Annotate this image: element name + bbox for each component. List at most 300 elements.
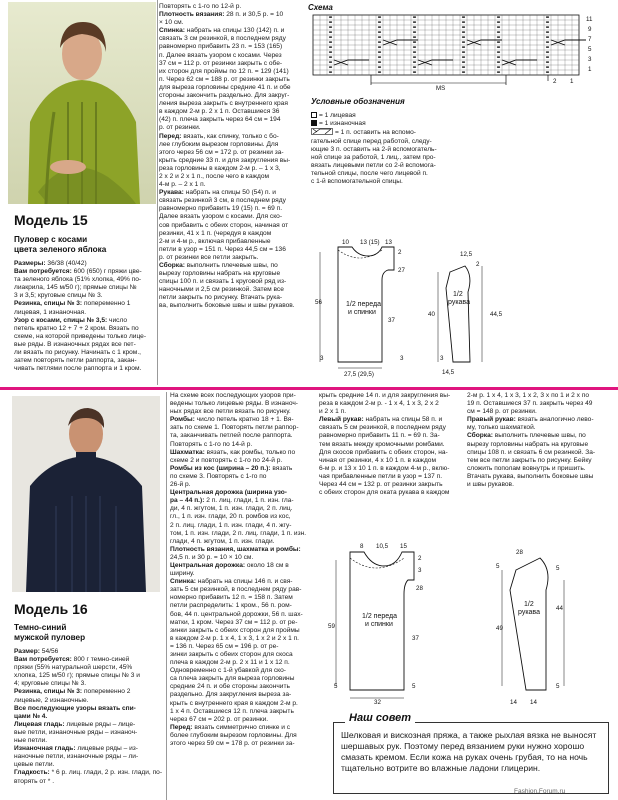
text-line-heading: цами № 4. — [14, 712, 48, 720]
text-line-body: тем вязать между кромочными ромбами. — [319, 440, 445, 448]
text-line-body: лицевые ряды – из- — [75, 745, 139, 753]
row-number: 1 — [588, 66, 592, 73]
text-line — [159, 238, 299, 246]
text-line-body: * 6 р. лиц. глади, 2 р. изн. глади, по- — [49, 769, 163, 777]
text-line-body: 800 г темно-синей — [71, 656, 130, 664]
text-line — [170, 497, 316, 505]
purl-mark — [329, 17, 332, 18]
model16-photo — [12, 396, 160, 592]
text-line — [14, 745, 164, 753]
text-line-body: этого через 59 см = 178 р. от резинки за- — [170, 740, 295, 748]
text-line — [14, 721, 164, 729]
text-line-heading: Изнаночная гладь: — [14, 745, 76, 753]
text-line-body: спицы 100 п. и связать 1 круговой ряд из- — [159, 278, 287, 286]
purl-mark — [546, 72, 549, 73]
text-line-body: ных рядах все петли вязать по рисунку. — [170, 408, 291, 416]
text-line — [170, 570, 316, 578]
text-line-heading: Лицевая гладь: — [14, 720, 65, 728]
purl-mark — [329, 72, 332, 73]
purl-stitch-icon — [311, 120, 317, 126]
purl-mark — [413, 37, 416, 38]
text-line — [319, 441, 465, 449]
text-line — [159, 286, 299, 294]
purl-mark — [546, 67, 549, 68]
text-line — [170, 538, 316, 546]
dim-label: 37 — [388, 317, 395, 324]
legend-line — [311, 112, 471, 120]
text-line — [14, 672, 164, 680]
text-line — [170, 473, 316, 481]
text-line-body: Для скосов прибавить с обеих сторон, на- — [319, 448, 448, 456]
purl-mark — [462, 62, 465, 63]
text-line-body: 1 х 4 п. Оставшиеся 12 п. плеча закрыть — [170, 707, 294, 715]
text-line — [170, 611, 316, 619]
text-line-body: гл., 1 п. изн. глади, 20 п. ромбов из кос, — [170, 513, 291, 521]
text-line — [467, 432, 613, 440]
text-line-body: матки, 1 кром. Через 37 см = 112 р. от ре- — [170, 618, 298, 626]
text-line — [14, 664, 164, 672]
text-line-body: вязать — [270, 464, 293, 472]
purl-mark — [329, 47, 332, 48]
text-line — [319, 449, 465, 457]
text-line — [159, 222, 299, 230]
purl-mark — [497, 52, 500, 53]
text-line-body: средние 24 п. и обе стороны закончить — [170, 683, 290, 691]
legend — [311, 112, 471, 186]
dim-label: 28 — [416, 585, 423, 592]
text-line-body: 4-м р. – 2 х 1 п. — [159, 181, 206, 189]
text-line-heading: Размеры: — [14, 260, 46, 267]
row-number: 11 — [586, 16, 593, 23]
text-line-body: 37 см = 112 р. от резинки закрыть с обе- — [159, 59, 283, 67]
text-line-body: крыть с внутреннего края в каждом 2-м р. — [170, 699, 298, 707]
text-line-body: по схеме 3. Повторять с 1-го по — [170, 472, 267, 480]
legend-line — [311, 178, 471, 186]
watermark: Fashion.Forum.ru — [514, 788, 566, 795]
purl-mark — [329, 52, 332, 53]
text-line-body: лее глубоким вырезом горловины. Для — [159, 140, 279, 148]
text-line — [159, 213, 299, 221]
purl-mark — [413, 42, 416, 43]
text-line-body: этого через 56 см = 172 р. от резинки за- — [159, 148, 284, 156]
text-line-body: 26-й р. — [170, 481, 191, 489]
text-line-body: ва, выполнить боковые швы и швы рукавов. — [159, 302, 295, 310]
text-line-body: число — [107, 316, 128, 324]
purl-mark — [413, 57, 416, 58]
text-line-body: реза в каждом 2-м р. - 1 х 4, 1 х 3, 2 х 2 — [319, 400, 439, 408]
text-line-body: петли в узор = 151 п. Через 44,5 см = 136 — [159, 245, 286, 253]
text-line-body: лицевые ряды – лице- — [64, 720, 136, 728]
text-line — [170, 441, 316, 449]
dim-label: 2 — [418, 555, 422, 562]
purl-mark — [378, 62, 381, 63]
knit-stitch-icon — [311, 112, 317, 118]
text-line — [319, 481, 465, 489]
purl-mark — [497, 27, 500, 28]
purl-mark — [462, 37, 465, 38]
purl-mark — [497, 57, 500, 58]
legend-title: Условные обозначения — [311, 97, 405, 106]
model16-assembly-text — [467, 392, 613, 489]
legend-line — [311, 146, 471, 154]
text-line — [159, 173, 299, 181]
purl-mark — [462, 47, 465, 48]
model16-title: Модель 16 — [14, 601, 88, 617]
dim-label: 3 — [400, 355, 404, 362]
front-back-label-line1: 1/2 переда — [346, 301, 381, 308]
dim-label: 59 — [328, 623, 335, 630]
text-line-body: вырезу горловины набрать на круговые — [159, 270, 281, 278]
text-line-body: = 136 п. Через 65 см = 196 р. от ре- — [170, 642, 279, 650]
text-line — [170, 594, 316, 602]
text-line — [319, 465, 465, 473]
text-line-body: через 67 см = 202 р. от резинки. — [170, 715, 269, 723]
text-line — [14, 276, 156, 284]
text-line — [319, 457, 465, 465]
text-line — [170, 457, 316, 465]
text-line — [14, 300, 156, 308]
dim-label: 40 — [428, 311, 435, 318]
dim-label: 2 — [398, 249, 402, 256]
text-line-body: вторять от * . — [14, 777, 55, 785]
text-line-body: наночные петли, изнаночные ряды – ли- — [14, 753, 139, 761]
sleeve-label-line2: рукава — [448, 299, 470, 306]
purl-mark — [546, 27, 549, 28]
purl-mark — [329, 22, 332, 23]
model16-sleeves-text — [319, 392, 465, 497]
text-line — [170, 619, 316, 627]
col-number: 2 — [553, 78, 557, 85]
text-line — [14, 325, 156, 333]
text-line-body: Повторять с 1-го по 12-й р. — [159, 3, 242, 10]
text-line — [14, 333, 156, 341]
front-back-label-line1: 1/2 переда — [362, 613, 397, 620]
purl-mark — [462, 72, 465, 73]
text-line-heading: Спинка: — [170, 578, 196, 586]
purl-mark — [378, 72, 381, 73]
model16-subtitle-1: Темно-синий — [14, 623, 67, 632]
text-line-heading: Гладкость: — [14, 769, 50, 777]
dim-label: 2 — [476, 261, 480, 268]
purl-mark — [497, 67, 500, 68]
text-line-body: вязать симметрично спинке и с — [192, 723, 291, 731]
purl-mark — [378, 17, 381, 18]
text-line-body: 600 (650) г пряжи цве- — [71, 268, 142, 276]
purl-mark — [546, 47, 549, 48]
text-line — [170, 546, 316, 554]
text-line-body: число петель кратно 18 + 1. Вя- — [194, 416, 294, 424]
purl-mark — [546, 42, 549, 43]
model16-pattern-diagram — [320, 510, 610, 710]
text-line-heading: Перед: — [170, 723, 193, 731]
dim-label: 56 — [315, 299, 322, 306]
text-line — [159, 157, 299, 165]
dim-label: 44,5 — [490, 311, 503, 318]
model15-materials-text — [14, 260, 156, 373]
text-line-body: му, только шахматкой. — [467, 424, 536, 432]
model16-instructions-text — [170, 392, 316, 748]
text-line — [159, 165, 299, 173]
text-line-body: связать 5 см резинкой, в последнем ряду — [319, 424, 446, 432]
text-line-body: Далее вязать узором с косами. Для ско- — [159, 213, 283, 221]
dim-label: 27 — [398, 267, 405, 274]
dim-label: 14 — [510, 699, 517, 706]
text-line-body: сов прибавить с обеих сторон, начиная от — [159, 221, 289, 229]
text-line-heading: Резинка, спицы № 3: — [14, 300, 83, 308]
text-line-body: цевые петли. — [14, 761, 55, 769]
text-line-body: около 18 см в — [245, 561, 289, 569]
text-line — [170, 530, 316, 538]
text-line — [467, 400, 613, 408]
text-line — [170, 732, 316, 740]
text-line-body: п. Далее вязать узором с косами. Через — [159, 51, 282, 59]
purl-mark — [462, 57, 465, 58]
text-line — [170, 489, 316, 497]
purl-mark — [462, 67, 465, 68]
purl-mark — [546, 32, 549, 33]
text-line-heading: Ромбы из кос (ширина – 20 п.): — [170, 464, 271, 472]
text-line-heading: Спинка: — [159, 27, 185, 35]
purl-mark — [378, 67, 381, 68]
text-line-body: са плеча закрыть для выреза горловины — [170, 675, 295, 683]
text-line-body: попеременно 1 — [82, 300, 131, 308]
purl-mark — [329, 57, 332, 58]
text-line-heading: Правый рукав: — [467, 416, 516, 424]
text-line — [170, 513, 316, 521]
purl-mark — [546, 22, 549, 23]
text-line-heading: Ромбы: — [170, 416, 195, 424]
text-line-body: для выреза горловины средние 41 п. и обе — [159, 83, 291, 91]
dim-label: 3 — [418, 567, 422, 574]
purl-mark — [329, 67, 332, 68]
text-line — [159, 52, 299, 60]
col-number: 1 — [570, 78, 574, 85]
legend-text: с 1-й вспомогательной спицы. — [311, 178, 403, 185]
text-line — [159, 92, 299, 100]
dim-label: 12,5 — [460, 251, 473, 258]
text-line-heading: Размер: — [14, 648, 40, 655]
text-line-body: чиная от резинки, 4 х 10 1 п. в каждом — [319, 456, 436, 464]
chart-title: Схема — [308, 3, 333, 12]
text-line-body: наночными и 2,5 см резинкой. Затем все — [159, 286, 284, 294]
text-line — [14, 357, 156, 365]
text-line — [170, 554, 316, 562]
text-line — [14, 284, 156, 292]
text-line-body: равномерно прибавить 23 п. = 153 (165) — [159, 43, 283, 51]
text-line-body: пряжи (55% натуральной шерсти, 45% — [14, 664, 133, 672]
text-line-body: петли распределить: 1 кром., 56 п. ром- — [170, 602, 292, 610]
dim-label: 15 — [400, 543, 407, 550]
text-line-body: р. от резинки. — [159, 124, 201, 132]
row-number: 3 — [588, 56, 592, 63]
text-line-body: их сторон для проймы по 12 п. = 129 (141) — [159, 67, 289, 75]
purl-mark — [413, 67, 416, 68]
text-line — [159, 262, 299, 270]
text-line-body: 36/38 (40/42) — [45, 260, 87, 267]
text-line — [170, 635, 316, 643]
text-line — [159, 43, 299, 51]
text-line — [170, 602, 316, 610]
section-divider — [0, 387, 618, 390]
text-line-body: 6-м р. и 13 х 10 1 п. в каждом 4-м р., вклю- — [319, 464, 450, 472]
purl-mark — [462, 52, 465, 53]
purl-mark — [497, 42, 500, 43]
text-line-heading: Плотность вязания, шахматка и ромбы: — [170, 545, 301, 553]
text-line — [14, 680, 164, 688]
text-line-body: том, 1 п. изн. глади, 2 п. лиц. глади, 1 п. изн. — [170, 529, 307, 537]
text-line-body: 2-м и 4-м р., включая прибавленные — [159, 237, 271, 245]
legend-text: гательной спице перед работой, следу- — [311, 138, 432, 145]
dim-label: 10,5 — [376, 543, 389, 550]
text-line-body: равномерно прибавить 19 (15) п. = 69 п. — [159, 205, 283, 213]
knitting-chart — [308, 13, 608, 93]
text-line-body: набрать на спицы 50 (54) п. и — [183, 189, 276, 197]
dim-label: 14,5 — [442, 369, 455, 376]
text-line — [14, 769, 164, 777]
text-line — [170, 465, 316, 473]
text-line — [14, 268, 156, 276]
text-line — [170, 651, 316, 659]
text-line-heading: Рукава: — [159, 189, 184, 197]
model16-subtitle-2: мужской пуловер — [14, 633, 86, 642]
purl-mark — [546, 57, 549, 58]
model15-pattern-diagram — [310, 232, 510, 382]
text-line-body: та, заканчивать петлей после раппорта. — [170, 432, 293, 440]
legend-line — [311, 138, 471, 146]
text-line-body: хлопка, 125 м/50 г); прямые спицы № 3 и — [14, 672, 140, 680]
text-line — [170, 683, 316, 691]
purl-mark — [497, 47, 500, 48]
model16-photo-illustration — [12, 396, 160, 592]
model15-photo — [8, 2, 156, 204]
text-line — [14, 705, 164, 713]
text-line-body: ведены только лицевые ряды. В изнаноч- — [170, 400, 298, 408]
dim-label: 14 — [530, 699, 537, 706]
text-line-heading: Центральная дорожка: — [170, 561, 246, 569]
purl-mark — [497, 17, 500, 18]
text-line-body: зать по схеме 1. Повторять петли раппор- — [170, 424, 299, 432]
text-line-heading: Плотность вязания: — [159, 11, 225, 19]
text-line-body: схеме 2 и повторять с 1-го по 24-й р. — [170, 456, 283, 464]
advice-title: Наш совет — [345, 712, 415, 724]
purl-mark — [329, 32, 332, 33]
purl-mark — [413, 17, 416, 18]
text-line-body: 2 п. лиц. глади, 1 п. изн. глади, 4 п. жгу- — [170, 521, 292, 529]
text-line — [14, 778, 164, 786]
purl-mark — [378, 32, 381, 33]
legend-text: = 1 п. оставить на вспомо- — [335, 129, 416, 136]
legend-text: ющие 3 п. оставить на 2-й вспомогатель- — [311, 146, 437, 153]
purl-mark — [413, 72, 416, 73]
text-line — [170, 400, 316, 408]
text-line — [159, 84, 299, 92]
text-line-body: и швы рукавов. — [467, 481, 514, 489]
text-line-body: 4; круговые спицы № 3. — [14, 680, 87, 688]
text-line-heading: Левый рукав: — [319, 416, 364, 424]
text-line-body: равномерно прибавить 11 п. = 69 п. За- — [319, 432, 440, 440]
legend-line — [311, 154, 471, 162]
text-line — [14, 292, 156, 300]
legend-line — [311, 162, 471, 170]
text-line — [170, 716, 316, 724]
text-line — [170, 659, 316, 667]
purl-mark — [329, 37, 332, 38]
dim-label: 3 — [320, 355, 324, 362]
text-line-body: набрать на спицы 130 (142) п. и — [184, 27, 285, 35]
purl-mark — [378, 37, 381, 38]
cable-stitch-icon — [311, 128, 333, 138]
text-line-body: крыть средние 14 п. и для закругления вы- — [319, 392, 451, 399]
text-line — [159, 149, 299, 157]
purl-mark — [378, 52, 381, 53]
sleeve-label-line1: 1/2 — [453, 291, 463, 298]
text-line-body: чая прибавленные петли в узор = 137 п. — [319, 472, 443, 480]
text-line-body: выполнить плечевые швы, по — [184, 262, 278, 269]
text-line — [467, 441, 613, 449]
purl-mark — [378, 27, 381, 28]
text-line-body: затем повторять петли раппорта, закан- — [14, 357, 137, 365]
advice-text: Шелковая и вискозная пряжа, а также рыхлая вязка не выносят шершавых рук. Поэтому перед вязанием руки нужно хорошо смазать кремом. Если кожа на руках очень грубая, то на ночь тщательно вотрите во влажные ладони глицерин. — [341, 730, 597, 773]
text-line — [159, 205, 299, 213]
text-line-body: лицевая, 1 изнаночная. — [14, 308, 87, 316]
text-line-body: 28 п. и 30,5 р. = 10 — [224, 11, 284, 19]
row-number: 9 — [588, 26, 592, 33]
dim-label: 49 — [496, 625, 503, 632]
text-line-body: ные петли. — [14, 737, 48, 745]
text-line — [159, 60, 299, 68]
legend-text: тельной спицы, после чего лицевой п. — [311, 170, 428, 177]
text-line — [170, 416, 316, 424]
text-line — [159, 181, 299, 189]
text-line — [170, 740, 316, 748]
text-line — [467, 392, 613, 400]
text-line-body: бов, 44 п. центральной дорожки, 56 п. шах- — [170, 610, 303, 618]
purl-mark — [462, 27, 465, 28]
purl-mark — [378, 42, 381, 43]
text-line-body: реза горловины в каждом 2-м р. – 1 х 3, — [159, 164, 281, 172]
text-line-heading: Вам потребуется: — [14, 268, 72, 276]
text-line — [170, 708, 316, 716]
text-line-heading: ра – 44 п.): — [170, 497, 205, 505]
model16-materials-text — [14, 648, 164, 786]
purl-mark — [378, 57, 381, 58]
purl-mark — [462, 22, 465, 23]
text-line-heading: Центральная дорожка (ширина узо- — [170, 489, 287, 497]
dim-label: 44 — [556, 605, 563, 612]
text-line-body: зать 5 см резинкой, в последнем ряду рав- — [170, 586, 302, 594]
text-line-body: п. Через 62 см = 188 р. от резинки закрыть — [159, 75, 290, 83]
column-divider — [166, 392, 167, 800]
purl-mark — [378, 22, 381, 23]
text-line-body: 24,5 п. и 30 р. = 10 × 10 см. — [170, 553, 254, 561]
text-line-heading: Шахматка: — [170, 448, 205, 456]
text-line-body: вязать, как ромбы, только по — [204, 448, 296, 456]
model15-instructions-text — [159, 3, 299, 311]
text-line — [159, 302, 299, 310]
text-line-body: вязать аналогично лево- — [515, 416, 594, 424]
text-line — [170, 432, 316, 440]
text-line-body: Втачать рукава, выполнить боковые швы — [467, 472, 594, 480]
text-line-body: в каждом 2-м р. 2 х 1 п. Оставшиеся 36 — [159, 108, 280, 116]
text-line — [170, 392, 316, 400]
text-line — [319, 489, 465, 497]
sleeve-label-line2: рукава — [518, 609, 540, 616]
text-line — [14, 713, 164, 721]
text-line — [159, 68, 299, 76]
text-line-body: Одновременно с 1-й убавкой для ско- — [170, 667, 286, 675]
legend-line — [311, 128, 471, 138]
text-line — [159, 270, 299, 278]
